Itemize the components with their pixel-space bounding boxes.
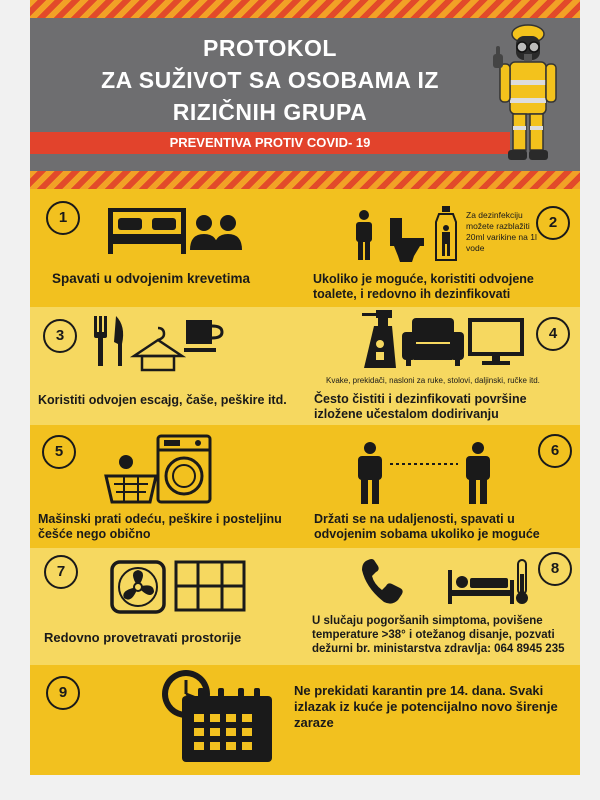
subtitle-bar: PREVENTIVA PROTIV COVID- 19 [30,132,510,154]
item-7-number: 7 [44,555,78,589]
monitor-icon [468,318,524,366]
bed-icon [106,206,188,256]
item-5-text: Mašinski prati odeću, peškire i posteljinu češće nego obično [38,512,282,541]
item-9-number: 9 [46,676,80,710]
spray-bottle-icon [358,310,400,368]
cup-icon [184,318,224,356]
item-3-text: Koristiti odvojen escajg, čaše, peškire itd. [38,393,287,407]
window-icon [174,560,246,612]
title-line-1: PROTOKOL [203,35,337,61]
sick-bed-icon [448,570,514,604]
poster [30,0,580,775]
bottle-icon [434,206,458,262]
washing-machine-icon [156,434,212,504]
page-title [30,32,510,128]
item-2-text: Ukoliko je moguće, koristiti odvojene toalete, i redovno ih dezinfikovati [313,272,534,301]
item-8-text: U slučaju pogoršanih simptoma, povišene temperature >38° i otežanog disanje, pozvati dežurni br. ministarstva zdravlja: 064 8945 235 [312,615,565,655]
item-1-number: 1 [46,201,80,235]
two-people-distance-icon [354,442,494,504]
item-2-note: Za dezinfekciju možete razblažiti 20ml varikine na 1l vode [466,210,537,253]
title-line-3: RIZIČNIH GRUPA [172,99,368,125]
thermometer-icon [514,558,530,606]
top-hazard-stripe [30,0,580,18]
fan-icon [110,560,166,614]
item-4-text: Često čistiti i dezinfikovati površine izložene učestalom dodirivanju [314,392,527,421]
item-4-number: 4 [536,317,570,351]
toilet-icon [386,218,426,262]
laundry-basket-icon [106,454,158,502]
item-7-text: Redovno provetravati prostorije [44,630,242,645]
calendar-icon [180,686,274,764]
item-6-number: 6 [538,434,572,468]
item-9-text: Ne prekidati karantin pre 14. dana. Svaki izlazak iz kuće je potencijalno novo širenje zaraze [294,683,558,730]
header [30,18,580,171]
item-1-text: Spavati u odvojenim krevetima [52,271,251,286]
cutlery-icon [92,316,126,366]
people-icon [190,214,242,250]
item-2-number: 2 [536,206,570,240]
item-4-note: Kvake, prekidači, nasloni za ruke, stolovi, daljinski, ručke itd. [326,376,540,385]
title-line-2: ZA SUŽIVOT SA OSOBAMA IZ [101,67,439,93]
item-6-text: Držati se na udaljenosti, spavati u odvojenim sobama ukoliko je moguće [314,512,540,541]
item-5-number: 5 [42,435,76,469]
item-3-number: 3 [43,319,77,353]
towel-hanger-icon [132,326,184,370]
firefighter-icon [488,20,568,170]
phone-icon [360,558,404,606]
armchair-icon [402,316,464,366]
person-icon [353,210,375,260]
item-8-number: 8 [538,552,572,586]
bottom-hazard-stripe [30,171,580,189]
